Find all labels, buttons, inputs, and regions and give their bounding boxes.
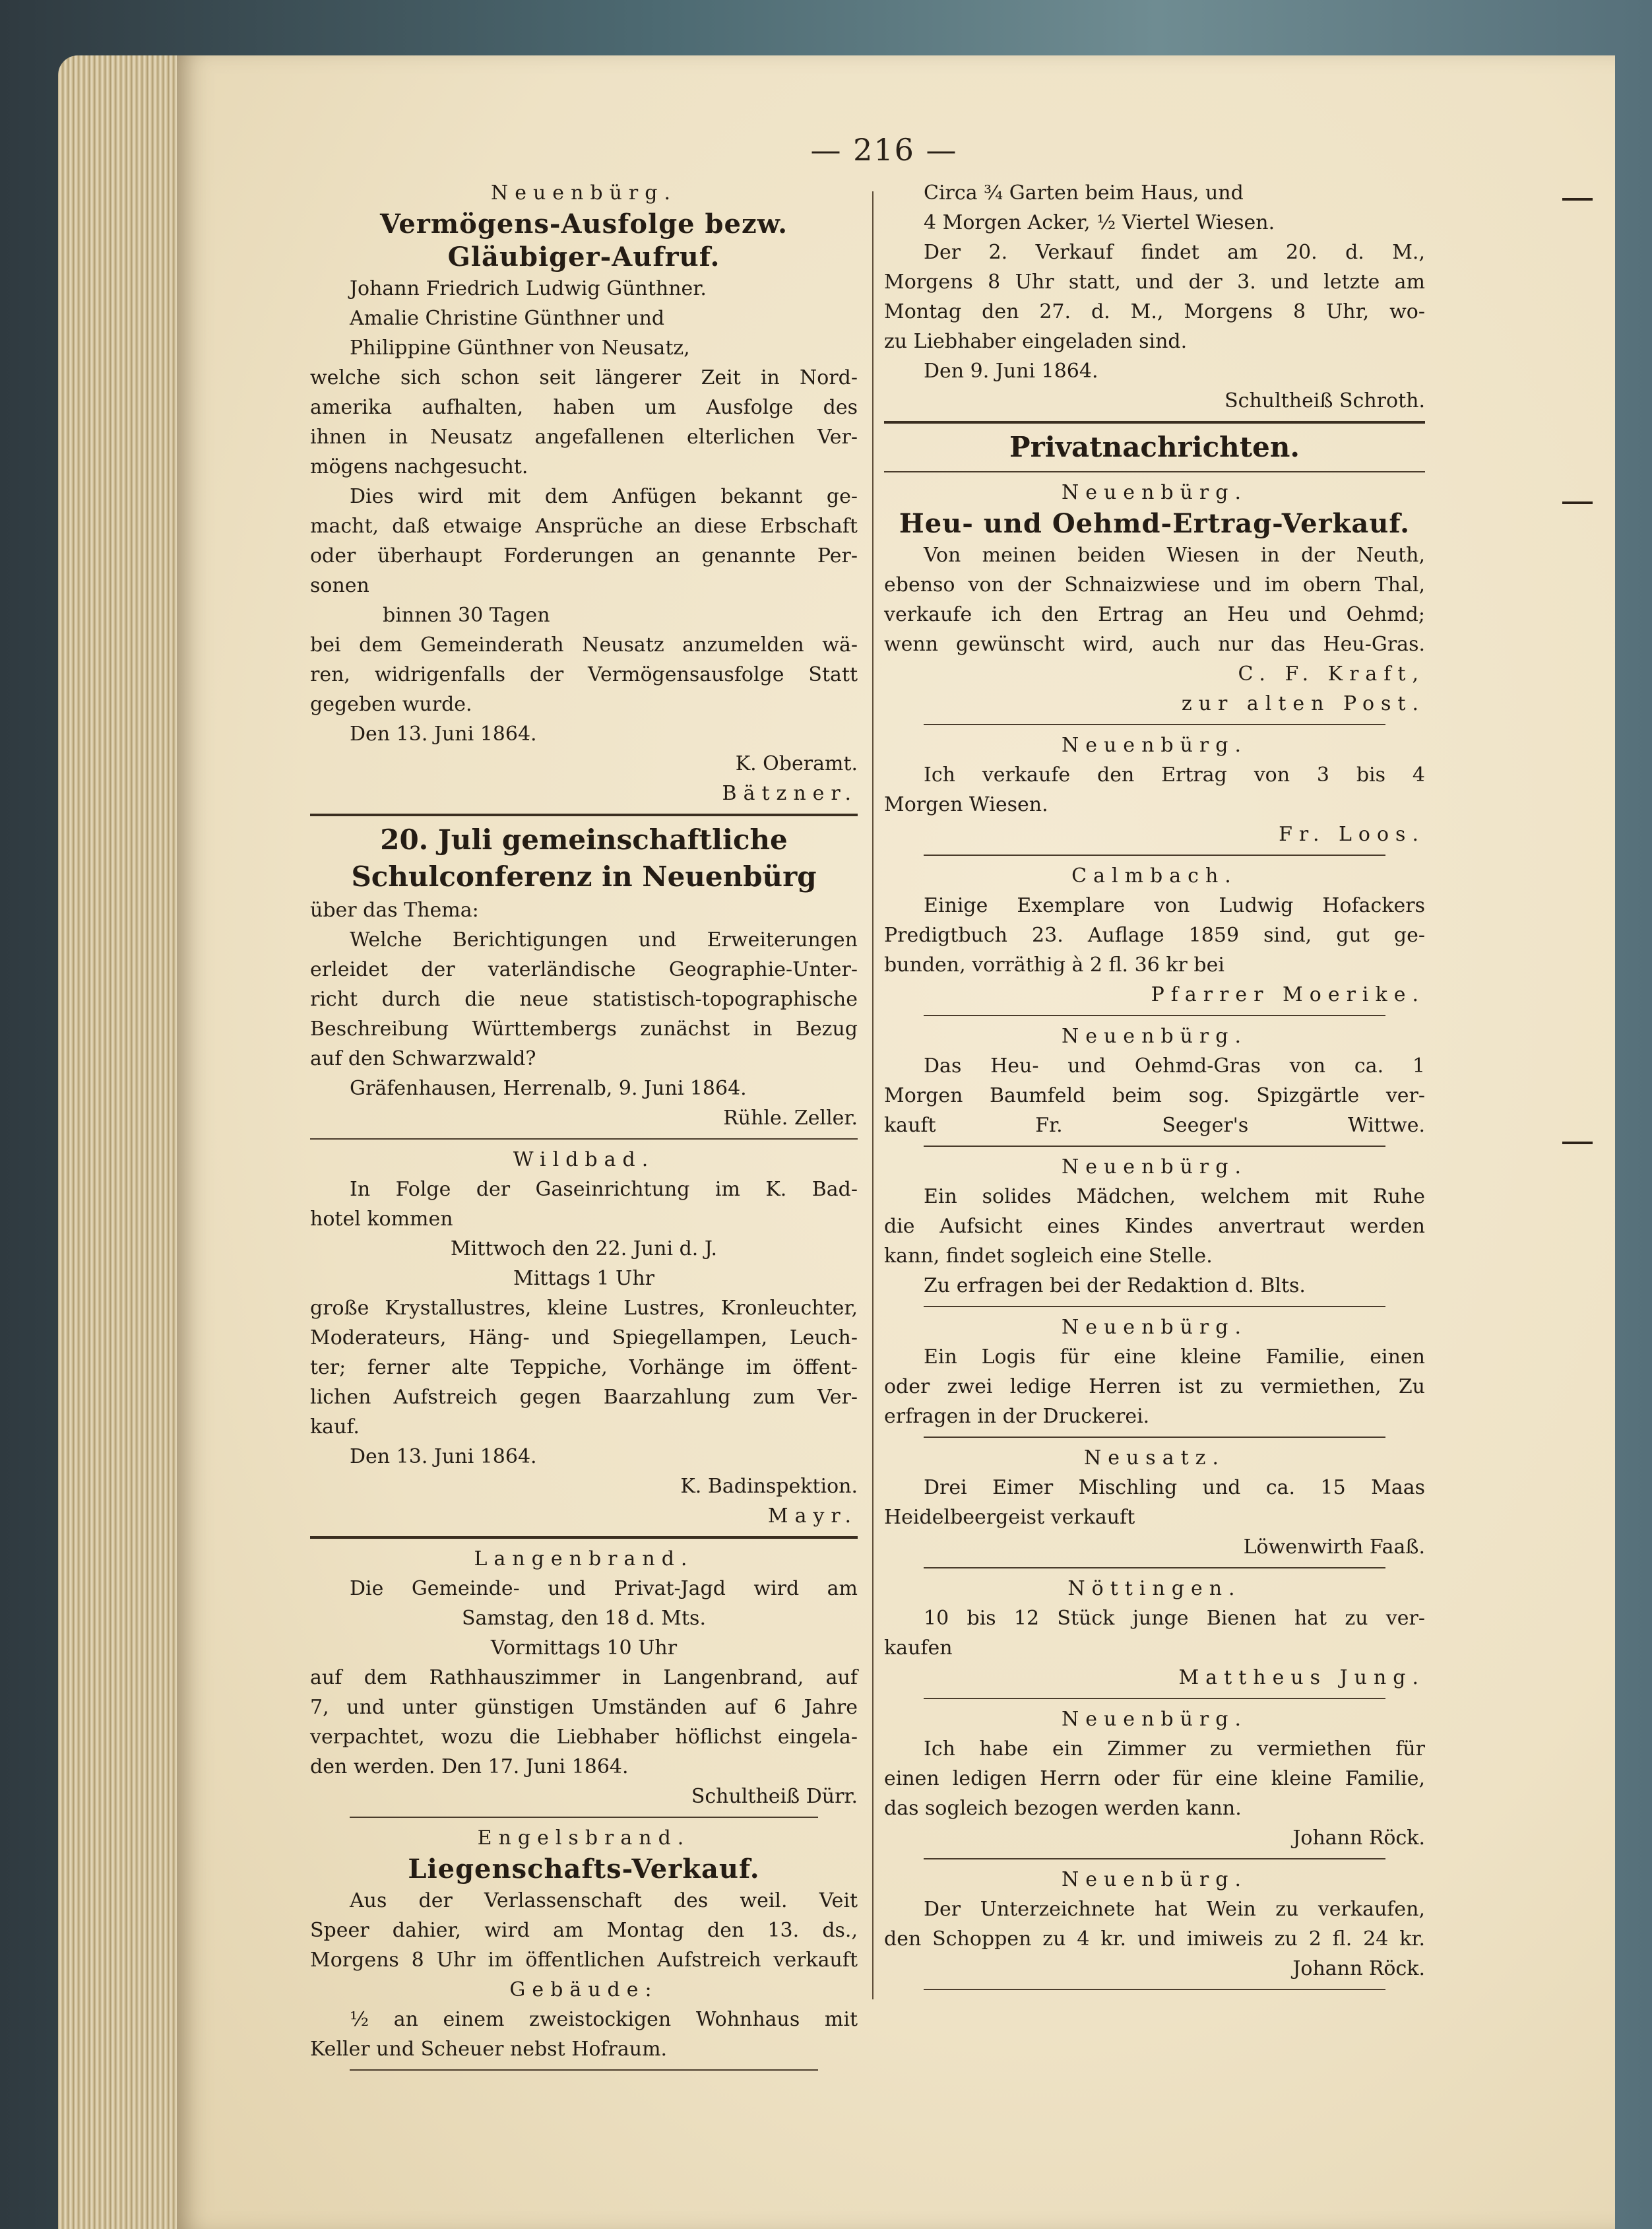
- notice-line: ter; ferner alte Teppiche, Vorhänge im öffent-: [310, 1356, 858, 1379]
- notice-line: Neuenbürg.: [1061, 1155, 1248, 1179]
- notice-line: die Aufsicht eines Kindes anvertraut werden: [884, 1215, 1425, 1238]
- notice-line: Der Unterzeichnete hat Wein zu verkaufen,: [924, 1898, 1425, 1921]
- notice-line: Privatnachrichten.: [1009, 431, 1300, 463]
- notice-line: welche sich schon seit längerer Zeit in Nord-: [310, 366, 858, 389]
- notice-line: Moderateurs, Häng- und Spiegellampen, Leuch-: [310, 1326, 858, 1349]
- notice-line: Ich verkaufe den Ertrag von 3 bis 4: [924, 763, 1425, 787]
- notice-separator: [310, 1138, 858, 1140]
- notice-line: Neuenbürg.: [1061, 734, 1248, 757]
- notice-line: Das Heu- und Oehmd-Gras von ca. 1: [924, 1054, 1425, 1078]
- notice-line: ren, widrigenfalls der Vermögensausfolge Statt: [310, 663, 858, 686]
- left-column: [310, 178, 858, 2076]
- margin-mark: [1562, 1142, 1593, 1144]
- notice-separator: [884, 471, 1425, 472]
- margin-mark: [1562, 198, 1593, 201]
- notice-line: Mattheus Jung.: [1178, 1666, 1425, 1689]
- notice-separator: [924, 1858, 1385, 1859]
- notice-line: K. Badinspektion.: [680, 1475, 858, 1498]
- notice-line: Mayr.: [767, 1504, 858, 1528]
- notice-separator: [310, 1536, 858, 1539]
- notice-line: 10 bis 12 Stück junge Bienen hat zu ver-: [924, 1607, 1425, 1630]
- notice-line: Neuenbürg.: [1061, 1025, 1248, 1048]
- notice-line: Fr. Loos.: [1279, 823, 1425, 846]
- notice-kraft: [884, 478, 1425, 719]
- notice-line: Neuenbürg.: [490, 181, 677, 205]
- notice-line: Beschreibung Württembergs zunächst in Bezug: [310, 1018, 858, 1041]
- notice-line: oder überhaupt Forderungen an genannte Per-: [310, 544, 858, 567]
- notice-line: richt durch die neue statistisch-topographische: [310, 988, 858, 1011]
- notice-jung: [884, 1574, 1425, 1693]
- notice-line: Löwenwirth Faaß.: [1243, 1535, 1425, 1559]
- notice-line: K. Oberamt.: [735, 752, 858, 775]
- notice-separator: [884, 421, 1425, 424]
- notice-line: verpachtet, wozu die Liebhaber höflichst eingela-: [310, 1726, 858, 1749]
- notice-line: ihnen in Neusatz angefallenen elterlichen Ver-: [310, 426, 858, 449]
- notice-line: Engelsbrand.: [477, 1826, 691, 1850]
- notice-line: Welche Berichtigungen und Erweiterungen: [350, 928, 858, 952]
- notice-separator: [924, 1146, 1385, 1147]
- notice-line: den werden. Den 17. Juni 1864.: [310, 1755, 629, 1778]
- notice-langenbrand: [310, 1544, 858, 1811]
- notice-line: Die Gemeinde- und Privat-Jagd wird am: [350, 1577, 858, 1600]
- notice-line: Morgens 8 Uhr statt, und der 3. und letzte am: [884, 271, 1425, 294]
- notice-line: kauft Fr. Seeger's Wittwe.: [884, 1114, 1425, 1137]
- notice-line: amerika aufhalten, haben um Ausfolge des: [310, 396, 858, 419]
- notice-line: sonen: [310, 574, 369, 597]
- notice-line: In Folge der Gaseinrichtung im K. Bad-: [350, 1178, 858, 1201]
- notice-line: Neuenbürg.: [1061, 481, 1248, 504]
- notice-line: Neusatz.: [1083, 1446, 1225, 1470]
- page-number: — 216 —: [810, 132, 958, 168]
- notice-line: Den 13. Juni 1864.: [350, 1445, 537, 1468]
- notice-line: oder zwei ledige Herren ist zu vermiethen, Zu: [884, 1375, 1425, 1398]
- notice-line: Ich habe ein Zimmer zu vermiethen für: [924, 1737, 1425, 1761]
- notice-engelsbrand-cont: [884, 178, 1425, 416]
- notice-line: 20. Juli gemeinschaftliche: [380, 824, 788, 856]
- notice-separator: [924, 724, 1385, 725]
- notice-line: Samstag, den 18 d. Mts.: [461, 1607, 706, 1630]
- notice-wildbad: [310, 1145, 858, 1531]
- notice-separator: [924, 1698, 1385, 1699]
- notice-line: Dies wird mit dem Anfügen bekannt ge-: [350, 485, 858, 508]
- notice-line: mögens nachgesucht.: [310, 455, 528, 478]
- margin-mark: [1562, 501, 1593, 504]
- notice-line: Der 2. Verkauf findet am 20. d. M.,: [924, 241, 1425, 264]
- notice-zimmer: [884, 1704, 1425, 1853]
- notice-line: Heu- und Oehmd-Ertrag-Verkauf.: [899, 508, 1411, 539]
- notice-line: auf dem Rathhauszimmer in Langenbrand, auf: [310, 1666, 858, 1689]
- notice-line: Heidelbeergeist verkauft: [884, 1506, 1135, 1529]
- page-edges: [58, 55, 183, 2229]
- notice-line: Den 13. Juni 1864.: [350, 723, 537, 746]
- notice-line: hotel kommen: [310, 1208, 453, 1231]
- right-column: [884, 178, 1425, 1995]
- notice-line: Bätzner.: [722, 782, 858, 805]
- notice-line: Circa ¾ Garten beim Haus, und: [924, 181, 1244, 205]
- notice-line: Morgen Baumfeld beim sog. Spizgärtle ver-: [884, 1084, 1425, 1107]
- notice-separator: [924, 1989, 1385, 1990]
- notice-engelsbrand: [310, 1823, 858, 2064]
- notice-line: große Krystallustres, kleine Lustres, Kronleuchter,: [310, 1297, 858, 1320]
- notice-line: Langenbrand.: [474, 1547, 694, 1570]
- notice-line: Neuenbürg.: [1061, 1316, 1248, 1339]
- notice-line: wenn gewünscht wird, auch nur das Heu-Gras.: [884, 633, 1425, 656]
- notice-line: Den 9. Juni 1864.: [924, 360, 1098, 383]
- notice-calmbach: [884, 861, 1425, 1010]
- notice-separator: [350, 2069, 818, 2071]
- notice-line: gegeben wurde.: [310, 693, 472, 716]
- notice-line: Einige Exemplare von Ludwig Hofackers: [924, 894, 1425, 917]
- notice-line: erleidet der vaterländische Geographie-Unter-: [310, 958, 858, 981]
- notice-separator: [924, 855, 1385, 856]
- notice-line: Gläubiger-Aufruf.: [447, 242, 720, 273]
- notice-faass: [884, 1443, 1425, 1562]
- notice-line: Amalie Christine Günthner und: [350, 307, 665, 330]
- notice-line: über das Thema:: [310, 899, 479, 922]
- notice-maedchen: [884, 1152, 1425, 1301]
- notice-line: binnen 30 Tagen: [383, 604, 550, 627]
- notice-line: Schultheiß Dürr.: [691, 1785, 858, 1808]
- notice-separator: [924, 1567, 1385, 1568]
- notice-line: kaufen: [884, 1636, 953, 1660]
- notice-separator: [924, 1306, 1385, 1307]
- notice-line: Johann Friedrich Ludwig Günthner.: [350, 277, 707, 300]
- notice-line: zu Liebhaber eingeladen sind.: [884, 330, 1188, 353]
- notice-line: Neuenbürg.: [1061, 1868, 1248, 1891]
- notice-line: erfragen in der Druckerei.: [884, 1405, 1150, 1428]
- column-rule: [872, 191, 874, 1999]
- notice-separator: [350, 1817, 818, 1818]
- notice-line: ebenso von der Schnaizwiese und im obern Thal,: [884, 573, 1425, 597]
- notice-line: Mittags 1 Uhr: [513, 1267, 654, 1290]
- notice-separator: [924, 1015, 1385, 1016]
- notice-line: Predigtbuch 23. Auflage 1859 sind, gut ge-: [884, 924, 1425, 947]
- notice-line: lichen Aufstreich gegen Baarzahlung zum Ver-: [310, 1386, 858, 1409]
- notice-line: bei dem Gemeinderath Neusatz anzumelden wä-: [310, 633, 858, 657]
- notice-seeger: [884, 1021, 1425, 1140]
- notice-line: Zu erfragen bei der Redaktion d. Blts.: [924, 1274, 1306, 1297]
- notice-line: auf den Schwarzwald?: [310, 1047, 536, 1070]
- notice-logis: [884, 1312, 1425, 1431]
- notice-vermoegen: [310, 178, 858, 808]
- notice-line: Nöttingen.: [1067, 1577, 1242, 1600]
- notice-line: ½ an einem zweistockigen Wohnhaus mit: [350, 2008, 858, 2031]
- notice-privat: [884, 429, 1425, 466]
- notice-line: Montag den 27. d. M., Morgens 8 Uhr, wo-: [884, 300, 1425, 323]
- notice-line: Johann Röck.: [1292, 1957, 1425, 1980]
- notice-line: Morgens 8 Uhr im öffentlichen Aufstreich verkauft: [310, 1949, 858, 1972]
- notice-line: kauf.: [310, 1415, 360, 1438]
- notice-separator: [310, 814, 858, 816]
- notice-line: Ein solides Mädchen, welchem mit Ruhe: [924, 1185, 1425, 1208]
- notice-line: 7, und unter günstigen Umständen auf 6 Jahre: [310, 1696, 858, 1719]
- notice-line: das sogleich bezogen werden kann.: [884, 1797, 1242, 1820]
- notice-wein: [884, 1865, 1425, 1984]
- notice-line: 4 Morgen Acker, ½ Viertel Wiesen.: [924, 211, 1275, 234]
- notice-loos: [884, 730, 1425, 849]
- notice-line: Aus der Verlassenschaft des weil. Veit: [350, 1889, 858, 1912]
- notice-line: Calmbach.: [1071, 864, 1238, 888]
- notice-line: Ein Logis für eine kleine Familie, einen: [924, 1345, 1425, 1369]
- notice-line: Rühle. Zeller.: [723, 1107, 858, 1130]
- notice-line: einen ledigen Herrn oder für eine kleine Familie,: [884, 1767, 1425, 1790]
- notice-line: macht, daß etwaige Ansprüche an diese Erbschaft: [310, 515, 858, 538]
- notice-separator: [924, 1437, 1385, 1438]
- notice-line: Drei Eimer Mischling und ca. 15 Maas: [924, 1476, 1425, 1499]
- notice-line: Schulconferenz in Neuenbürg: [351, 860, 817, 893]
- notice-line: bunden, vorräthig à 2 fl. 36 kr bei: [884, 953, 1224, 977]
- notice-line: Vermögens-Ausfolge bezw.: [379, 209, 788, 240]
- notice-line: Wildbad.: [513, 1148, 655, 1171]
- notice-line: Von meinen beiden Wiesen in der Neuth,: [924, 544, 1425, 567]
- notice-line: den Schoppen zu 4 kr. und imiweis zu 2 fl. 24 kr.: [884, 1927, 1425, 1951]
- notice-line: Schultheiß Schroth.: [1224, 389, 1425, 412]
- notice-line: Pfarrer Moerike.: [1151, 983, 1425, 1006]
- notice-line: verkaufe ich den Ertrag an Heu und Oehmd;: [884, 603, 1425, 626]
- notice-line: Neuenbürg.: [1061, 1708, 1248, 1731]
- notice-line: zur alten Post.: [1181, 692, 1425, 715]
- notice-line: Gräfenhausen, Herrenalb, 9. Juni 1864.: [350, 1077, 747, 1100]
- notice-line: Liegenschafts-Verkauf.: [408, 1854, 760, 1885]
- notice-line: Gebäude:: [509, 1978, 658, 2001]
- notice-line: Speer dahier, wird am Montag den 13. ds.,: [310, 1919, 858, 1942]
- notice-schulconferenz: [310, 822, 858, 1133]
- notice-line: kann, findet sogleich eine Stelle.: [884, 1244, 1213, 1268]
- notice-line: C. F. Kraft,: [1238, 662, 1425, 686]
- notice-line: Vormittags 10 Uhr: [490, 1636, 678, 1660]
- notice-line: Mittwoch den 22. Juni d. J.: [450, 1237, 718, 1260]
- notice-line: Morgen Wiesen.: [884, 793, 1048, 816]
- notice-line: Keller und Scheuer nebst Hofraum.: [310, 2038, 668, 2061]
- notice-line: Philippine Günthner von Neusatz,: [350, 337, 690, 360]
- notice-line: Johann Röck.: [1292, 1826, 1425, 1850]
